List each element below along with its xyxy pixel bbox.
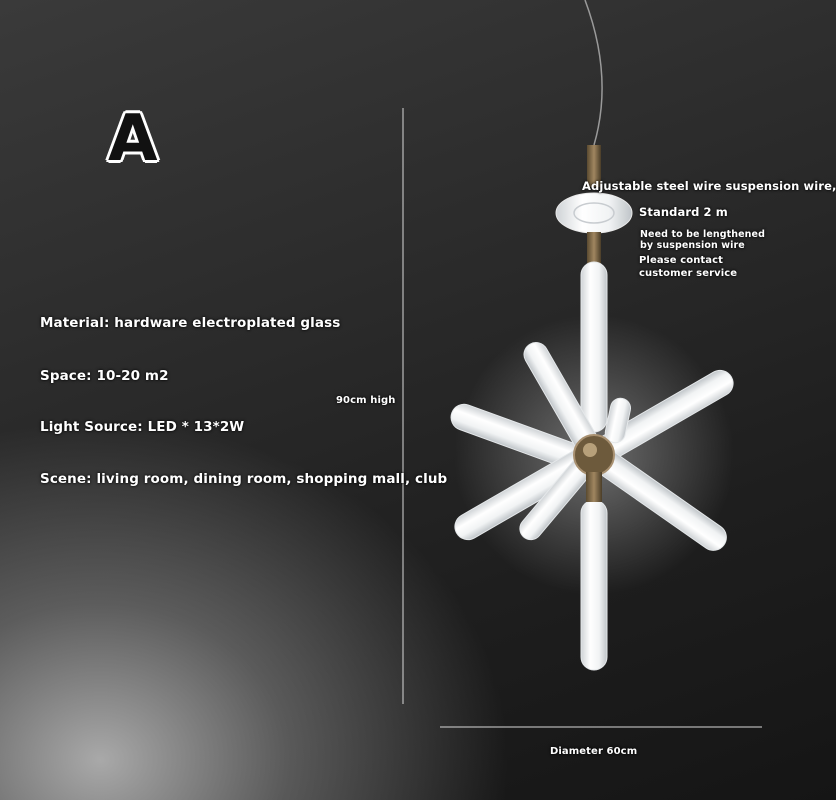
suspension-line1: Adjustable steel wire suspension wire, [582,179,836,193]
glass-disc [556,193,632,233]
height-label: 90cm high [336,395,396,406]
variant-label: A [108,102,158,176]
suspension-wire [585,0,602,145]
diameter-label: Diameter 60cm [550,746,638,757]
contact-line2: customer service [639,268,738,279]
suspension-note1: Need to be lengthened [640,229,765,240]
spec-scene: Scene: living room, dining room, shopping mall, club [40,471,448,487]
glass-tube-top [581,262,607,432]
contact-line1: Please contact [639,255,724,266]
suspension-note2: by suspension wire [640,240,745,251]
hub-highlight [583,443,597,457]
glass-tube-bottom [581,500,607,670]
spec-material: Material: hardware electroplated glass [40,315,341,331]
suspension-line2: Standard 2 m [639,205,728,219]
spec-space: Space: 10-20 m2 [40,368,169,384]
spec-light-source: Light Source: LED * 13*2W [40,419,245,435]
lower-collar [586,472,602,502]
